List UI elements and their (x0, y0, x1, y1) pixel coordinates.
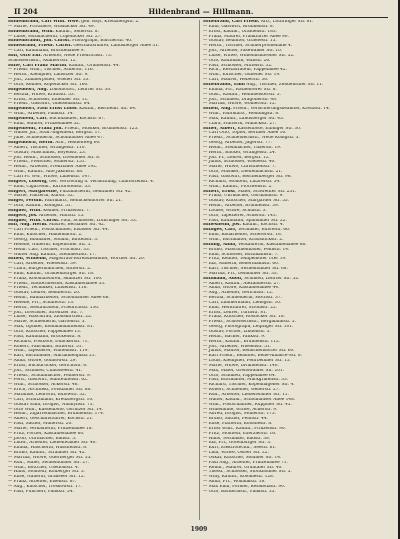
entry-text: — Joh., Zimmerpolier, Wiener Str. 33. (8, 78, 90, 83)
entry-text: Schlossermstr., Adalbertstr. 12. (8, 58, 77, 63)
entry-text: — Herm., Tischler, Schillerpromenade 4. (203, 44, 292, 49)
entry-text: — Walter Aug. Kaufm., Steinmetzstr. 17. (8, 252, 97, 257)
entry-name: Hildenbrandt, Joh. Christ. (8, 39, 71, 44)
entry-name: Hiller, Albert, (203, 126, 237, 131)
entry-text: — Alfred, Drogist, Müllerstr. 173. (203, 412, 277, 417)
entry-text: Ger. Vertretung u. Vermittlung, Charlottenstr. 4. (47, 179, 155, 184)
entry-text: — Albert, Geschäftsführer, Kochstr. 21. (8, 417, 94, 422)
entry-text: Friedr., Versicherungsbeamter, Kreuzstr. 14. (231, 107, 331, 112)
entry-text: — Anna, Frl., Wollankstr. 18. (203, 480, 266, 485)
entry-text: — Elise, Plätterin, Koloniestr. 8. (203, 422, 273, 427)
directory-entry (203, 490, 392, 495)
entry-text: — Anna, Witwe, Kastanienallee 44. (203, 286, 280, 291)
entry-text: — Otto Wilh., Kassenbote, Görlitzer Str. 14. (8, 407, 103, 412)
entry-text: — Gustav, Kutscher, Stargarder Str. 55. (203, 199, 290, 204)
entry-text: — Martha, Frl., Demminer Str. 33. (203, 271, 279, 276)
entry-text: — Max, Optiker, Kommandantenstr. 81. (8, 325, 94, 330)
entry-text: — Otto, Kutscher, Pappelallee 13. (8, 330, 82, 334)
entry-text: Friedr., Musiker, Brunnenstr. 125. (63, 126, 139, 131)
entry-text: — Helene, Frl., Schäferstr. 13. (8, 300, 75, 305)
entry-name: Hilgers, Jos. (8, 213, 38, 218)
entry-text: Lokomotivf., Lehrter Str. 30. (48, 87, 112, 92)
entry-text: — Elise, Näherin, Granseer Str. 12. (8, 475, 85, 480)
entry-text: — Walter Jul., Stud.-Ingenieur, Bergstr. 17. (8, 131, 102, 136)
entry-text: — Friedr. Wilh., Tischler, Ackerstr. 116. (8, 68, 95, 73)
entry-text: — Anna, Witwe, Gollnowstr. 29. (8, 359, 77, 364)
column-divider (199, 20, 200, 520)
entry-text: — Heinr., Bäcker, Pankstr. 9. (203, 334, 266, 339)
entry-text: , Maler, Schwedter Str. 251. (235, 189, 297, 194)
entry-name: Hillebrandt, Emil (203, 82, 245, 87)
entry-text: — Carl Fr. Ww., Witwe, Linienstr. 147. (8, 175, 92, 179)
entry-text: — Emil, Gastwirt, Brunnenstr. 8. (203, 24, 275, 29)
entry-text: — Gustav Emil, Drogist, Naunynstr. 73. (8, 402, 94, 407)
entry-text: Arbeiter, Neue Friedrichstr. 73. (41, 53, 113, 58)
entry-text: — Wilhelmine, Witwe, Ackerstr. 9. (203, 407, 278, 412)
entry-text: — Carl, Kaufmann, Brückenallee 9. (8, 49, 85, 54)
entry-text: — Wilh., Kutscher, Gubener Str. 19. (203, 73, 281, 78)
entry-name: Hilliges, Carl, (203, 228, 237, 233)
entry-text: — Fritz, Portier, Kastanienallee 60. (8, 431, 85, 436)
entry-text: — Friedr., Bäckermeister, Kastanienallee 33. (8, 281, 106, 286)
entry-text: — Carl Friedr., Postschaffner, Elsasser Str. 44. (8, 228, 110, 233)
entry-text: — Joh., Arbeiter, Wiesenstr. 51. (203, 344, 272, 349)
entry-text: — Albert, Kaufm., Alexanderstr. 27. (203, 281, 281, 286)
entry-text: — Robert, Schneider, Weberstr. 27. (203, 388, 280, 393)
entry-text: — Fritz, Monteur, Exerzierstr. 16. (203, 431, 277, 436)
entry-text: — Theod., Schlosser, Stockholmer Str. 5. (203, 470, 292, 475)
entry-text: Schmied, Lehrter Str. 52. (242, 276, 300, 281)
entry-text: — Joh., Schmied, Dragonerstr. 48. (203, 97, 278, 102)
entry-text: — Carl Otto, Töpfer, Berliner Allee 16. (203, 131, 287, 136)
entry-text: — Louis, Klempner, Fehrbelliner Str. 15. (203, 359, 291, 364)
entry-text: — Georg, Bildhauer, Moabit, Birkenstr. 3. (8, 237, 99, 242)
entry-text: — Otto, Schmied, Pappelallee 64. (203, 373, 276, 378)
entry-text: — Jacob, Uhrmacher, Badstr. 5. (8, 436, 77, 441)
entry-text: — Oskar, Kutscher, Soldiner Str. 14. (203, 455, 282, 460)
entry-text: — Louise, Witwe, Schulstr. 3. (203, 208, 267, 213)
entry-text: — Franz, Kutscher, Rostocker Str. 18. (203, 315, 285, 320)
entry-name: Hilfe, Carl Franz Martin (8, 63, 67, 68)
entry-text: — Bruno, Sattler, Fennstr. 44. (203, 417, 268, 422)
entry-text: — Marie, Privatiere, Wilsnacker Str. 49. (8, 24, 96, 29)
entry-name: Hilgendorf, Aug. (8, 87, 49, 92)
entry-text: Kaufm., Kochstr. 4. (240, 223, 284, 228)
entry-text: — Julie, Schneiderin, Schönhauser Allee 47. (8, 136, 105, 141)
entry-text: Magistrats-Bureaubeamter, Wörther Str. 20. (47, 257, 146, 262)
entry-text: Fabrikarb., Reinickendorfer Str. 21. (43, 199, 123, 204)
entry-text: — Clara, Bürgermädchen, Ritterstr. 2. (8, 267, 92, 272)
entry-text: — Ernst, Schlosser, Eldenaer Str. 11. (8, 97, 89, 102)
entry-text: geb. Bayl, Kreuzbergstr. 2. (79, 20, 140, 24)
entry-text: — Luise, Witwe, Wilhelmshavener Str. 52. (203, 53, 295, 58)
entry-text: — Erich, Architekt, Potsdamer Str. 88. (8, 388, 92, 393)
entry-text: — Wilh., Kaufm., Flottwellstr. 2. (203, 184, 273, 189)
entry-text: — Joh. Fr., Lehrer, Bergstr. 12. (203, 155, 270, 160)
entry-text: — Lina, Witwe, Osloer Str. 22. (203, 451, 269, 456)
entry-text: — Georg, Photograph, Leipziger Str. 101. (203, 325, 294, 330)
entry-text: — Robert, Fabrikant, Ritterstr. 51. (8, 344, 83, 349)
entry-name: Hildebrand, Friedr. Christ. (8, 44, 73, 49)
entry-text: , Kaufm., Oranienstr. 44. (66, 63, 120, 68)
entry-text: — Luise, Hutmacherin, Cöpenicker Str. 27. (8, 34, 102, 39)
entry-text: — Joh., Arbeiter, Pasewalker Str. 10. (203, 49, 283, 54)
entry-text: — Rich., Restaurateur, Pappelallee 42. (203, 68, 287, 73)
entry-text: — Richard, Postbote, Dunckerstr. 71. (8, 339, 89, 344)
entry-text: — Georg, Arbeiter, Jägerstr. 77. (203, 141, 272, 146)
entry-text: — Ernst Wilh., Kaufm., Prinzenstr. 90. (203, 426, 286, 431)
entry-name: Hilgers, Ludwig, (8, 179, 48, 184)
entry-text: — Wilh., Schlosser, Ackerstr. 46. (8, 383, 79, 388)
entry-text: — Otto, Bäckermstr., Pankstr. 33. (203, 489, 276, 494)
entry-text: — Emil, Schlosser, Buttmannstr. 7. (203, 252, 279, 257)
entry-text: — Paul, Schlosser, Mittelstr. 32. (203, 63, 273, 68)
page-header (8, 5, 388, 17)
entry-text: — Max, Maler, Greifswalder Str. 201. (203, 368, 285, 373)
entry-text: — Paul, Kaufmann, Spandauer Str. 22. (203, 218, 287, 223)
entry-text: Geschäftsführer, Landsberger Allee 31. (72, 44, 160, 49)
entry-text: — Max, Kaufm., Landsberger Str. 45. (203, 116, 285, 121)
entry-name: Hillen, Wilhelm, (8, 257, 48, 262)
entry-text: — Fritz, Kellner, Tempelhofer Ufer 19. (203, 257, 287, 262)
entry-text: — Martha, Witwe, Wöhlertstr. 12. (203, 102, 277, 107)
entry-text: — Karl, Tischler, Swinemünder Str. 68. (203, 267, 288, 272)
entry-text: — Friedr., Gastwirt, Gneisenaustr. 84. (8, 102, 91, 107)
entry-text: — Friedr., Schuhmacher, Feilnerstr. 9. (8, 373, 92, 378)
entry-text: — Emma, Wäscherin, Hussitenstr. 8. (8, 446, 88, 451)
entry-name: Hilgendorf, Paul Ernst Ludw. (8, 107, 78, 112)
entry-text: — Ida, Frl., Gotenburger Str. 3. (203, 441, 272, 446)
entry-text: — Herm., Restaurateur, Friedrichstr. 130. (8, 305, 100, 310)
entry-name: Hillen, Aug. (203, 107, 232, 112)
entry-text: Arb., Lothringer Str. 81. (259, 20, 314, 24)
entry-text: — Emma, Frl., Rathenower Str. 8. (203, 87, 277, 92)
entry-text: — Franz, Maurer, Frankfurter Allee 90. (203, 34, 289, 39)
entry-text: — Friedr., Techniker, Lindenstr. 116. (8, 286, 88, 291)
entry-text: — Wilh., Postschaffner, Ruppiner Str. 45. (203, 402, 292, 407)
entry-text: — Bruno, Maschinenbauer, Fennstr. 14. (203, 247, 290, 252)
entry-name: Hilgendorff, Herm. (8, 141, 54, 146)
entry-text: — Franz, Uhrmacher, Gormannstr. 9. (203, 194, 284, 199)
entry-text: — Kurt, Elektrotechn., Seestr. 61. (203, 446, 277, 451)
entry-name: Hilger, Ferdin. (8, 199, 44, 204)
entry-text: — Karl Friedr., Beamter, Belle-Alliance-Str. 8. (203, 354, 303, 359)
entry-text: — Heinr. Carl, Tischler, Fruchtstr. 33. (8, 247, 91, 252)
page-footer: 1909 (190, 526, 208, 533)
directory-entry (8, 490, 197, 495)
entry-name: Hilf, Otto Ehr. (8, 53, 42, 58)
entry-text: — Reinh., Maurer, Grüntaler Str. 40. (203, 465, 283, 470)
entry-text: — Otto, Kaufmann, Wallstr. 26. (203, 58, 271, 63)
entry-text: — Bertha, Schneiderin, Hochstr. 37. (203, 296, 282, 301)
entry-text: — Paul Aug., Arbeiter, Prinzenallee 71. (203, 460, 288, 465)
entry-text: — Clara, Plätterin, Mulackstr. 27. (203, 121, 277, 126)
entry-text: — Otto, Kellner, Köpenicker Str. 160. (8, 82, 89, 87)
entry-text: Paul, Schlosser, Lothringer Str. 33. (59, 218, 138, 223)
entry-text: — Franz, Arbeiter, Elsenstr. 87. (8, 480, 77, 485)
entry-text: — Aug., Kutscher, Treskowstr. 17. (8, 485, 82, 489)
entry-text: — Hans, Monteur, Kolberger Str. 3. (8, 470, 85, 475)
entry-text: — Emil, Cigarrenh., Kurfürstenstr. 33. (8, 184, 92, 189)
entry-text: — Ernst, Lehrer, Turmstr. 81. (203, 310, 268, 315)
entry-text: — Marie, Verkäuferin, Prinzenallee 18. (8, 426, 93, 431)
entry-text: — Gustav, Lehrer, Bendlerstr. 20. (8, 291, 81, 296)
entry-text: — Gust., Kaufm., Weinmeisterstr. 5. (203, 92, 281, 97)
entry-text: — Emil, Maurer, Prinzenallee 52. (8, 121, 81, 126)
entry-name: Hilgner, Wilh. (8, 208, 42, 213)
entry-text: Kassenbote, Elbinger Str. 30. (236, 126, 302, 131)
entry-text: — Heinr., Arbeiter, Prenzlauer Allee 192. (8, 165, 98, 170)
entry-text: — Carl, Maurer, Weberstr. 36. (203, 78, 269, 83)
entry-text: — Heinr., Zigarrenmacher, Brunnenstr. 174. (8, 412, 105, 417)
entry-text: Techniker, Bülowstr. 66. (236, 228, 291, 233)
entry-text: — Wilh., Arbeiter, Pankstr. 14. (8, 112, 74, 117)
entry-text: — Ferd., Gastwirt, Manteuffelstr. 62. (8, 378, 89, 383)
entry-text: — Karl, Buchbinder, Mariannenplatz 21. (8, 354, 96, 359)
entry-name: Hildenbrand, Wilh. (8, 29, 54, 34)
entry-text: — Paul, Sattler, Müllerstr. 20. (8, 422, 73, 427)
entry-text: — Wilh., Tapezierer, Wilhelmstr. 119. (8, 349, 89, 354)
entry-text: Kellner, Prinzenstr. 7. (41, 208, 91, 213)
entry-text: — Marie, Witwe, Invalidenstr. 140. (203, 363, 279, 368)
entry-text: — Aug., Arbeiter, Gerichtstr. 12. (203, 291, 274, 296)
entry-name: Hillebrand, Carl Friedr. (203, 20, 260, 24)
entry-name: Hilgner, Wilh. Christ. (8, 218, 60, 223)
entry-text: — Heinr., Stellmacher, Thaerstr. 19. (203, 145, 282, 150)
entry-text: Kaufm., Reichenb. Str. 64. (77, 107, 137, 112)
entry-text: — Ida, Näherin, Bellermannstr. 60. (203, 262, 280, 267)
entry-name: Hilgenfeld, Carl (8, 116, 47, 121)
entry-text: Maurer, Bernauer Str. 42. (47, 223, 106, 228)
entry-name: Hilgenfeldt, Franz Joh. (8, 126, 63, 131)
entry-text: — Carl, Schutzmann, Kreuzbergstr. 10. (8, 397, 94, 402)
entry-text: — Paul, Kaufmann, Brückenstr. 8. (8, 334, 82, 339)
entry-text: — Heinr., Arbeiter, Brunnenstr. 39. (203, 204, 280, 209)
entry-text: — Ernst, Buchdrucker, Gerichtstr. 6. (8, 363, 88, 368)
entry-text: — Wilh., Buchhalter, Krausnickstr. 2. (203, 237, 284, 242)
entry-text: — Walter, Kaufm., Schönhauser Allee 148. (203, 397, 296, 402)
entry-text: — Albert, Tischler, Wrangelstr. 110. (8, 145, 86, 150)
header-rule (8, 17, 388, 18)
entry-text: — Friedr., Fleischer, Müllerstr. 151. (8, 160, 86, 165)
entry-text: Kaufm., Seilerstr. 8. (54, 29, 99, 34)
entry-text: — Herm., Bäcker, Wrangelstr. 24. (203, 150, 277, 155)
entry-text: Arbeiter, Wattstr. 15. (37, 213, 85, 218)
entry-text: — Gustav, Beamter, Graefestr. 15. (203, 39, 277, 44)
entry-text: — Wilh., Kaufm., Alte Jakobstr. 88. (8, 170, 84, 175)
entry-text: — Gustav, Maschinist, Boyenstr. 23. (8, 150, 87, 155)
entry-text: — Friedr., Schlossermstr., Bergmannstr. 5. (203, 320, 296, 325)
entry-text: — Wilh., Böttcher, Usedomstr. 4. (8, 465, 79, 470)
right-column (203, 20, 392, 520)
entry-text: Aug., Tischler, Zehdenicker Str. 11. (244, 82, 324, 87)
entry-text: — Joh. Heinr., Schlosser, Dresdener Str. 8. (8, 155, 101, 160)
entry-text: — Julius, Maurer, Reinickendorfer Str. 60. (203, 349, 295, 354)
entry-text: — Richard, Tischler, Kopenhagener Str. 4. (203, 383, 295, 388)
entry-text: — Max Emil, Former, Residenzstr. 90. (203, 485, 286, 489)
entry-text: — Otto, Tapezierer, Ackerstr. 143. (203, 213, 277, 218)
entry-text: Photograph, Blücherstr. 40. (70, 39, 133, 44)
entry-text: — Willy, Kaufm., Koloniestr. 128. (203, 475, 275, 480)
entry-text: — Rud., Arbeiter, Liebenwalder Str. 11. (203, 392, 289, 397)
entry-text: — Julius, Schlosser, Wiebestr. 40. (203, 160, 276, 165)
entry-name: Hillmann, Adolf, (203, 276, 243, 281)
entry-text: — Luise, Waschfrau, Zionskirchstr. 25. (8, 315, 93, 320)
entry-text: Putzmacherin, Genthiner Str. 42. (58, 189, 132, 194)
entry-name: Hilling, Anna, (203, 242, 237, 247)
entry-name: Hildenbrand, Carl Wilh. Wwe. (8, 20, 80, 24)
entry-text: — Marie, Plätterin, Kurstr. 32. (8, 194, 75, 199)
entry-text: — Emil, Kutscher, Waldemarstr. 2. (8, 233, 83, 238)
entry-name: Hill, Aug. Herm. (8, 223, 48, 228)
entry-text: Arb., Weidenweg 60. (53, 141, 101, 146)
entry-text: — Martha, Witwe, Oderberger Str. 55. (8, 455, 92, 460)
page-title: Hildenbrand — Hillmann. (148, 6, 254, 16)
entry-text: — Ernst, Kaufm., Oranienstr. 183. (203, 29, 277, 34)
entry-text: — Joh., Drechsler, Strelitzer Str. 7. (8, 310, 84, 315)
page-number: II 204 (14, 6, 38, 16)
entry-text: — Gustav, Portier, Lindenstr. 3. (203, 330, 271, 334)
entry-text: — Wilh., Fabrikarb., Weddingstr. 8. (203, 112, 280, 117)
entry-text: Verkäuferin, Kastanienallee 86. (236, 242, 307, 247)
entry-text: — Paul, Gastwirt, Reichenberger Str. 96. (203, 175, 292, 179)
entry-text: — Rud., Maler, Swinemünder Str. 27. (8, 460, 90, 465)
entry-text: — Marie, Schneiderin, Gartenstr. 5. (8, 320, 86, 325)
left-column (8, 20, 197, 520)
entry-text: — Emil, Kaufm., Oranienburger Str. 18. (8, 271, 95, 276)
entry-text: , Buchhändler, Kochstr. 67. (46, 116, 106, 121)
entry-text: — Hans, Techniker, Badstr. 38. (203, 436, 271, 441)
entry-text: — Marie, Witwe, Christinenstr. 7. (203, 165, 276, 170)
entry-text: — Otto, Kaufm., Königstr. 51. (8, 204, 72, 209)
entry-text: — Carl, Arbeiter, Wiesenstr. 39. (8, 262, 77, 267)
entry-name: Hillesheim, Jos. (203, 223, 241, 228)
entry-text: — Ludw., Arbeiter, Liebenwalder Str. 40. (8, 441, 97, 446)
entry-name: Hilgert, Margarethe, (8, 189, 59, 194)
entry-text: — Mathilde, Lehrerin, Bülowstr. 52. (8, 392, 87, 397)
entry-text: — Herm., Kaufm., Brunnenstr. 112. (203, 339, 281, 344)
entry-name: Hillert, Ernst (203, 189, 235, 194)
entry-text: — Otto, Musiker, Dieffenbachstr. 21. (203, 170, 283, 175)
entry-text: — Herm., Klempner, Lausitzer Str. 9. (8, 73, 89, 78)
entry-text: — Emil, Bauarbeiter, Schererstr. 18. (203, 233, 283, 238)
entry-text: — Richard, Monteur, Lützowstr. 34. (203, 179, 281, 184)
entry-text: — Franz, Kolonialwaren, Skalitzer Str. 100. (8, 276, 103, 281)
entry-text: — Carl, Zimmermann, Liebigstr. 10. (203, 300, 282, 305)
entry-text: — Helene, Näherin, Köpenicker Str. 5. (8, 242, 92, 247)
entry-text: — Paul, Fuhrherr, Pankstr. 54. (8, 489, 74, 494)
entry-text: — Emil, Werkführer, Stromstr. 22. (203, 305, 278, 310)
entry-text: — Heinr., Bahnarbeiter, Schönhauser Allee 66. (8, 296, 110, 301)
entry-text: — Friedr., Schneidermstr., Neue Königstr. 3. (203, 136, 300, 141)
entry-text: — Joh., Schmied, Chausseestr. 41. (8, 368, 83, 373)
entry-text: — Paul, Buchhalter, Markgrafenstr. 33. (203, 378, 289, 383)
entry-text: — Bruno, Kaufm., Stralauer Str. 42. (8, 451, 86, 456)
entry-text: — Bertha, Witwe, Krautstr. 53. (8, 92, 75, 97)
